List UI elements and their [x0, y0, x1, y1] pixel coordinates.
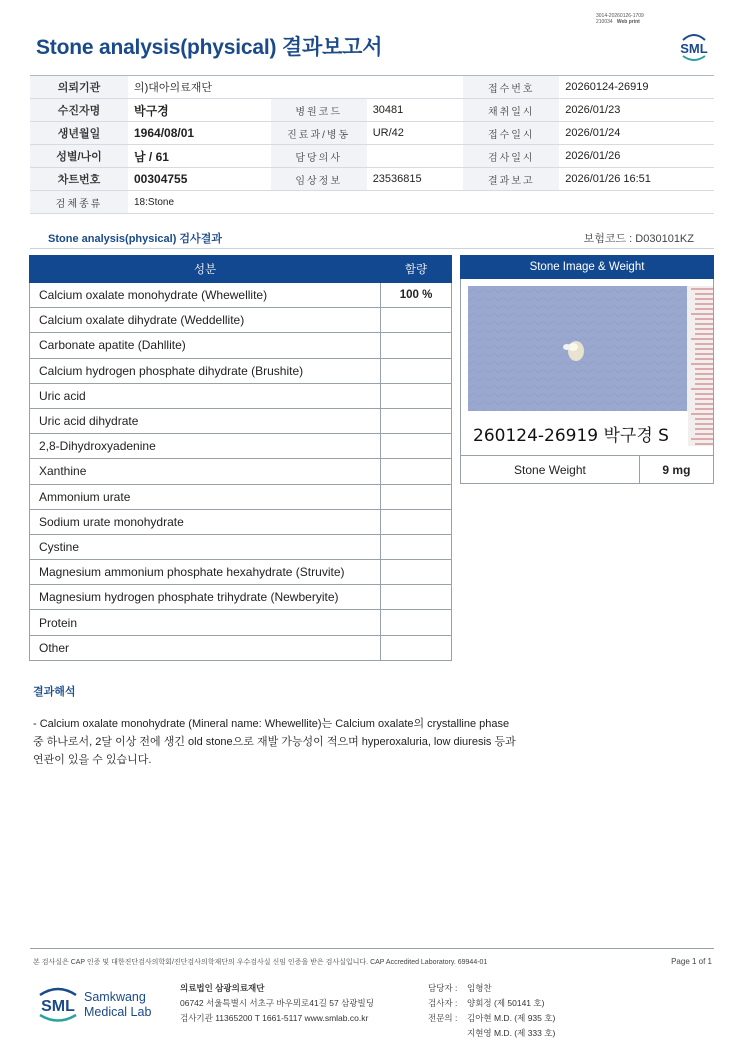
info-value: UR/42: [367, 122, 464, 145]
info-label: 병원코드: [271, 99, 367, 122]
component-amount: [381, 434, 452, 459]
document-code-line-1: 3014-20260126-1709: [596, 13, 644, 19]
document-code-number: 210034: [596, 19, 613, 25]
staff-role: 검사자 :: [428, 998, 458, 1008]
insurance-code: 보험코드 : D030101KZ: [583, 233, 694, 245]
info-value: 남 / 61: [128, 145, 271, 168]
component-amount: [381, 308, 452, 333]
component-name: Magnesium ammonium phosphate hexahydrate (Struvite): [30, 560, 381, 585]
stone-photo-frame: [460, 279, 714, 456]
info-row: [30, 76, 714, 99]
patient-info-table: [30, 75, 714, 214]
info-value: 1964/08/01: [128, 122, 271, 145]
component-name: Magnesium hydrogen phosphate trihydrate (Newberyite): [30, 585, 381, 610]
component-name: Other: [30, 635, 381, 660]
staff-name: 양회정 (제 50141 호): [467, 998, 545, 1008]
component-name: Xanthine: [30, 459, 381, 484]
stone-image-title: Stone Image & Weight: [460, 255, 714, 279]
component-row: [30, 585, 452, 610]
interpretation-line-1: - Calcium oxalate monohydrate (Mineral name: Whewellite)는 Calcium oxalate의 crystalline phase: [33, 718, 510, 730]
specimen-label: 검체종류: [30, 191, 128, 214]
page-number: Page 1 of 1: [671, 957, 712, 966]
component-amount: [381, 358, 452, 383]
organization-contact: 검사기관 11365200 T 1661-5117 www.smlab.co.kr: [180, 1013, 369, 1023]
component-name: Protein: [30, 610, 381, 635]
staff-entry: [428, 981, 555, 996]
interpretation-text: [33, 715, 593, 769]
report-title: Stone analysis(physical) 결과보고서: [36, 36, 383, 59]
component-row: [30, 560, 452, 585]
organization-info: [180, 981, 374, 1026]
info-value: 2026/01/23: [559, 99, 714, 122]
interpretation-line-2: 중 하나로서, 2달 이상 전에 생긴 old stone으로 재발 가능성이 적으며 hyperoxaluria, low diuresis 등과: [33, 736, 516, 748]
component-name: Calcium hydrogen phosphate dihydrate (Brushite): [30, 358, 381, 383]
specimen-value: 18:Stone: [128, 191, 714, 214]
staff-role: 전문의 :: [428, 1013, 458, 1023]
component-name: Cystine: [30, 534, 381, 559]
component-row: [30, 459, 452, 484]
component-amount: [381, 383, 452, 408]
component-amount: [381, 509, 452, 534]
component-name: Sodium urate monohydrate: [30, 509, 381, 534]
info-row: [30, 168, 714, 191]
section-header: [30, 226, 714, 249]
info-value: [367, 145, 464, 168]
info-value: 00304755: [128, 168, 271, 191]
staff-name: 지현영 M.D. (제 333 호): [467, 1028, 556, 1038]
component-name: Calcium oxalate monohydrate (Whewellite): [30, 283, 381, 308]
info-value: 23536815: [367, 168, 464, 191]
component-row: [30, 610, 452, 635]
info-value: 20260124-26919: [559, 76, 714, 99]
component-name: Uric acid dihydrate: [30, 408, 381, 433]
organization-address: 06742 서울특별시 서초구 바우뫼로41길 57 삼광빌딩: [180, 998, 374, 1008]
info-value: 2026/01/26: [559, 145, 714, 168]
logo-name-2: Medical Lab: [84, 1005, 152, 1019]
component-name: Calcium oxalate dihydrate (Weddellite): [30, 308, 381, 333]
photo-label: 260124-26919 박구경 S: [473, 426, 669, 446]
component-amount: [381, 408, 452, 433]
component-amount: 100 %: [381, 283, 452, 308]
component-row: [30, 283, 452, 308]
samkwang-logo-icon: [36, 980, 166, 1026]
ruler-icon: [687, 286, 713, 446]
component-row: [30, 509, 452, 534]
footer-logo-text: SML: [41, 998, 75, 1015]
info-label: 담당의사: [271, 145, 367, 168]
component-row: [30, 308, 452, 333]
staff-list: [428, 981, 555, 1041]
components-table: [29, 255, 452, 661]
component-row: [30, 434, 452, 459]
specimen-row: [30, 191, 714, 214]
sml-logo-icon: [675, 28, 713, 64]
info-label: 진료과/병동: [271, 122, 367, 145]
component-amount: [381, 484, 452, 509]
info-label: 접수번호: [463, 76, 559, 99]
staff-name: 임형찬: [467, 983, 492, 993]
stone-photo: [461, 279, 714, 455]
info-label: 검사일시: [463, 145, 559, 168]
component-name: Uric acid: [30, 383, 381, 408]
staff-entry: [428, 996, 555, 1011]
info-label: 차트번호: [30, 168, 128, 191]
document-code: [596, 13, 666, 25]
logo-name-1: Samkwang: [84, 990, 146, 1004]
interpretation-title: 결과해석: [33, 686, 76, 698]
component-row: [30, 333, 452, 358]
component-name: 2,8-Dihydroxyadenine: [30, 434, 381, 459]
document-code-print: Web print: [616, 19, 640, 25]
info-value: 의)대아의료재단: [128, 76, 271, 99]
info-value: 2026/01/26 16:51: [559, 168, 714, 191]
info-row: [30, 99, 714, 122]
info-label: 접수일시: [463, 122, 559, 145]
section-title: Stone analysis(physical) 검사결과: [48, 233, 222, 245]
info-value: [367, 76, 464, 99]
info-value: 2026/01/24: [559, 122, 714, 145]
sml-logo-text: SML: [680, 41, 708, 56]
component-amount: [381, 560, 452, 585]
info-label: 수진자명: [30, 99, 128, 122]
info-label: 생년월일: [30, 122, 128, 145]
component-row: [30, 383, 452, 408]
component-name: Carbonate apatite (Dahllite): [30, 333, 381, 358]
info-label: 결과보고: [463, 168, 559, 191]
component-name: Ammonium urate: [30, 484, 381, 509]
component-row: [30, 534, 452, 559]
component-row: [30, 358, 452, 383]
component-amount: [381, 534, 452, 559]
staff-entry: [428, 1011, 555, 1026]
info-label: 채취일시: [463, 99, 559, 122]
component-amount: [381, 459, 452, 484]
organization-name: 의료법인 삼광의료재단: [180, 983, 265, 993]
stone-image-panel: [460, 255, 714, 456]
info-label: 의뢰기관: [30, 76, 128, 99]
component-row: [30, 408, 452, 433]
info-value: 박구경: [128, 99, 271, 122]
component-amount: [381, 585, 452, 610]
component-header: 성분: [30, 256, 381, 283]
stone-weight-value: 9 mg: [639, 456, 713, 484]
component-amount: [381, 333, 452, 358]
info-row: [30, 122, 714, 145]
document-code-line-2: [596, 19, 666, 25]
component-row: [30, 484, 452, 509]
staff-role: 담당자 :: [428, 983, 458, 993]
staff-entry: [428, 1026, 555, 1041]
component-amount: [381, 610, 452, 635]
stone-weight-label: Stone Weight: [461, 456, 640, 484]
stone-weight-table: [460, 455, 714, 484]
staff-name: 김아현 M.D. (제 935 호): [467, 1013, 556, 1023]
info-label: 성별/나이: [30, 145, 128, 168]
info-row: [30, 145, 714, 168]
interpretation-line-3: 연관이 있을 수 있습니다.: [33, 754, 152, 766]
footer-divider: [30, 948, 714, 949]
amount-header: 함량: [381, 256, 452, 283]
accreditation-note: 본 검사실은 CAP 인증 및 대한진단검사의학회/진단검사의학재단의 우수검사실 신임 인증을 받은 검사실입니다. CAP Accredited Laboratory. 69944-01: [33, 959, 488, 966]
component-amount: [381, 635, 452, 660]
info-label: [271, 76, 367, 99]
component-row: [30, 635, 452, 660]
info-label: 임상정보: [271, 168, 367, 191]
info-value: 30481: [367, 99, 464, 122]
